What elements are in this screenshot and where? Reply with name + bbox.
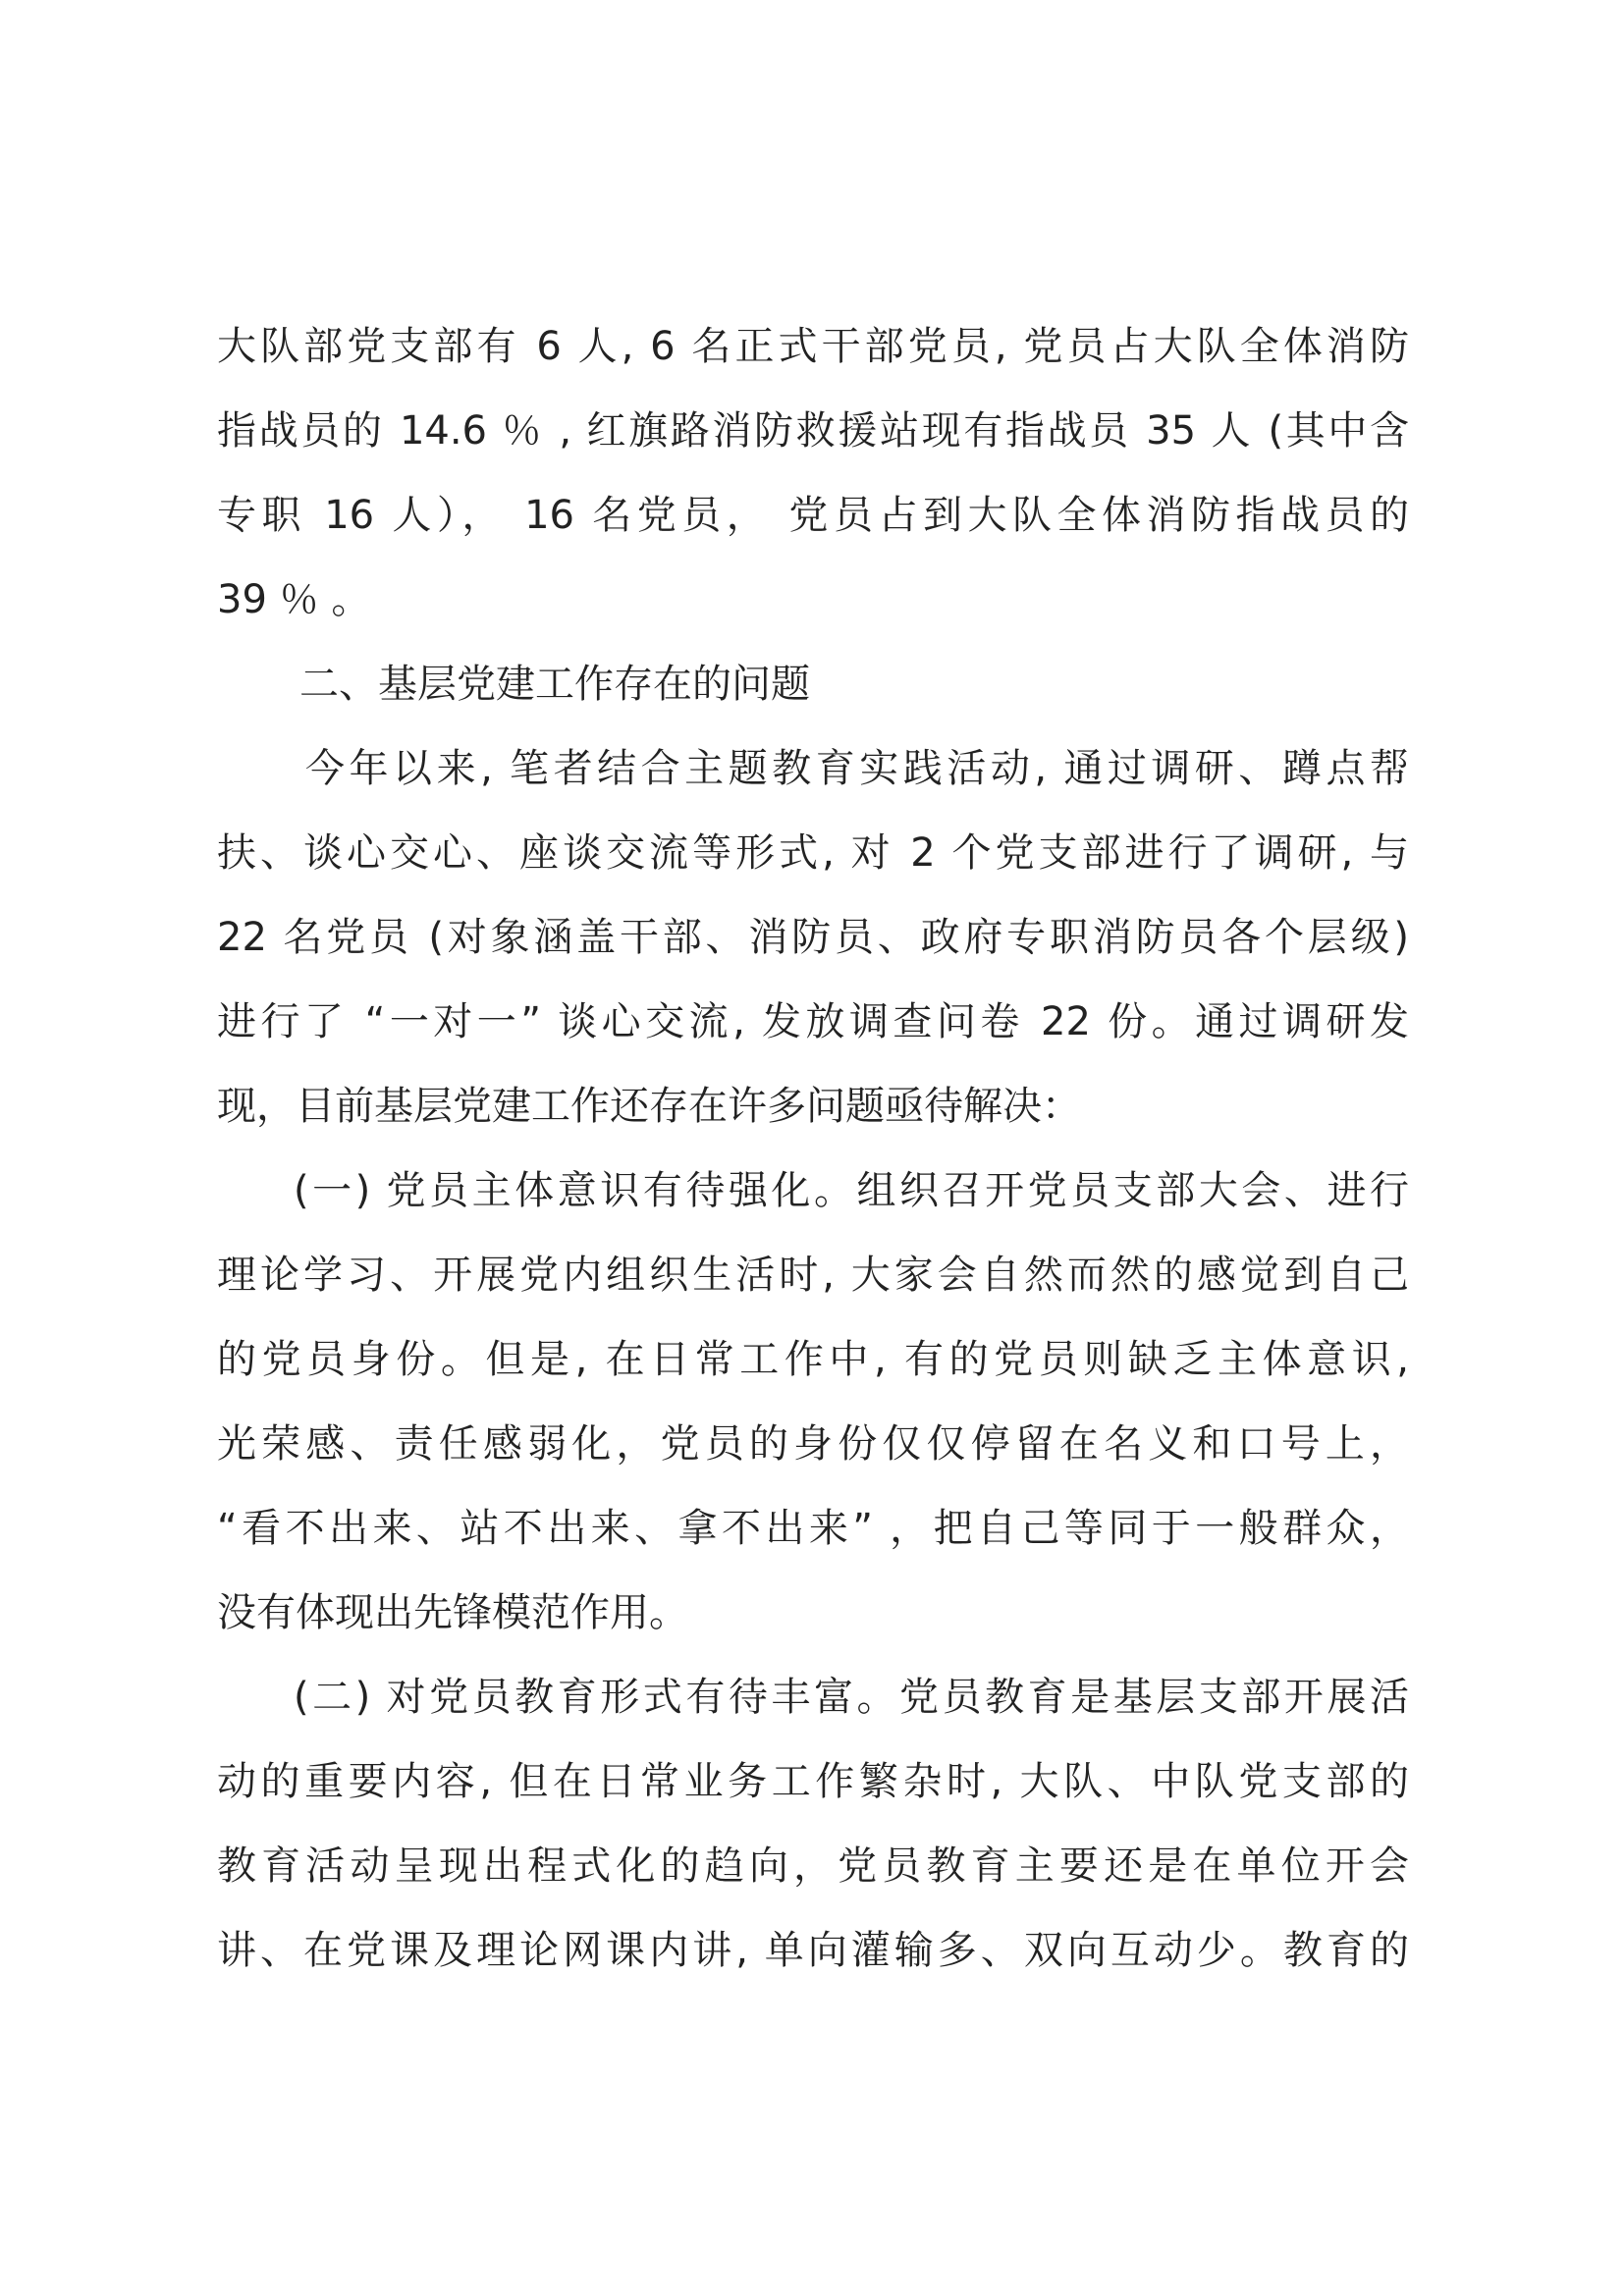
text-line: (一) 党员主体意识有待强化。组织召开党员支部大会、进行	[294, 1168, 1409, 1213]
text-line: 光荣感、责任感弱化，党员的身份仅仅停留在名义和口号上，	[217, 1421, 1409, 1467]
text-line: 的党员身份。但是, 在日常工作中, 有的党员则缺乏主体意识,	[217, 1337, 1409, 1382]
section-heading: 二、基层党建工作存在的问题	[299, 662, 810, 707]
text-line: 进行了 “一对一” 谈心交流, 发放调查问卷 22 份。通过调研发	[217, 999, 1409, 1044]
text-line: 22 名党员 (对象涵盖干部、消防员、政府专职消防员各个层级)	[217, 915, 1409, 960]
text-line: 讲、在党课及理论网课内讲, 单向灌输多、双向互动少。教育的	[217, 1928, 1409, 1973]
text-line: 现，目前基层党建工作还存在许多问题亟待解决：	[217, 1084, 1081, 1129]
text-line: 39 ％ 。	[217, 577, 371, 622]
text-line: 没有体现出先锋模范作用。	[217, 1590, 688, 1635]
text-line: (二) 对党员教育形式有待丰富。党员教育是基层支部开展活	[294, 1675, 1409, 1720]
text-line: 大队部党支部有 6 人, 6 名正式干部党员, 党员占大队全体消防	[217, 324, 1409, 369]
text-line: 理论学习、开展党内组织生活时, 大家会自然而然的感觉到自己	[217, 1253, 1409, 1298]
text-line: “看不出来、站不出来、拿不出来” ，把自己等同于一般群众，	[217, 1506, 1409, 1551]
text-line: 动的重要内容, 但在日常业务工作繁杂时, 大队、中队党支部的	[217, 1759, 1409, 1804]
text-line: 专职 16 人）， 16 名党员， 党员占到大队全体消防指战员的	[217, 493, 1409, 538]
problem-2-paragraph	[217, 1655, 1409, 1993]
problem-1-paragraph	[217, 1148, 1409, 1655]
text-line: 指战员的 14.6 ％ , 红旗路消防救援站现有指战员 35 人 (其中含	[217, 408, 1409, 454]
intro-paragraph	[217, 304, 1409, 642]
research-paragraph	[217, 726, 1409, 1148]
document-page	[217, 304, 1409, 1993]
text-line: 扶、谈心交心、座谈交流等形式, 对 2 个党支部进行了调研, 与	[217, 830, 1409, 876]
text-line: 今年以来, 笔者结合主题教育实践活动, 通过调研、蹲点帮	[305, 746, 1409, 791]
text-line: 教育活动呈现出程式化的趋向，党员教育主要还是在单位开会	[217, 1843, 1409, 1889]
